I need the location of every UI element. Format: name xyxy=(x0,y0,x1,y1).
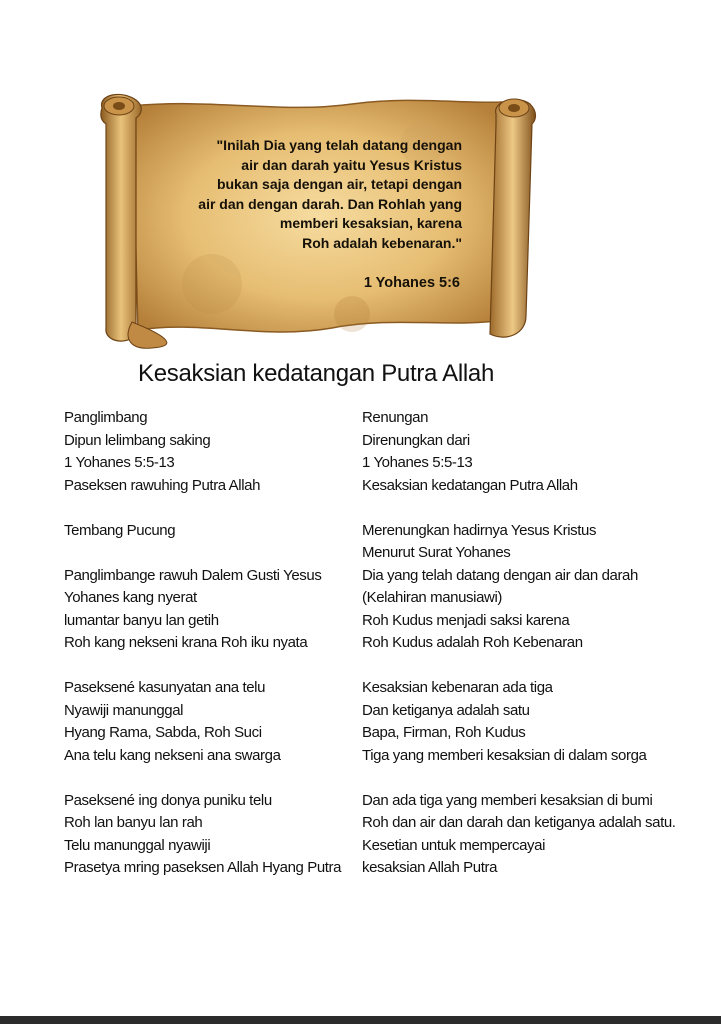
javanese-line: lumantar banyu lan getih xyxy=(64,611,219,629)
javanese-line xyxy=(64,542,341,565)
javanese-line: Prasetya mring paseksen Allah Hyang Putra xyxy=(64,859,342,876)
indonesian-line: Roh Kudus menjadi saksi karena xyxy=(362,611,570,629)
javanese-line: Dipun lelimbang saking xyxy=(64,431,211,449)
indonesian-line: Tiga yang memberi kesaksian di dalam sorga xyxy=(362,746,647,764)
indonesian-line: Dan ada tiga yang memberi kesaksian di bumi xyxy=(362,791,653,809)
javanese-column xyxy=(64,407,341,880)
javanese-line: Hyang Rama, Sabda, Roh Suci xyxy=(64,724,262,741)
indonesian-line: 1 Yohanes 5:5-13 xyxy=(362,454,473,471)
javanese-line: Nyawiji manunggal xyxy=(64,701,184,719)
indonesian-line xyxy=(362,767,676,790)
indonesian-line: (Kelahiran manusiawi) xyxy=(362,589,502,606)
javanese-line: Roh lan banyu lan rah xyxy=(64,814,203,831)
bible-verse-quote: "Inilah Dia yang telah datang dengan air dan darah yaitu Yesus Kristus bukan saja dengan air, tetapi dengan air dan dengan darah. Dan Rohlah yang memberi kesaksian, karena Roh adalah kebenaran." xyxy=(198,137,462,251)
javanese-line: Tembang Pucung xyxy=(64,521,176,539)
indonesian-line: kesaksian Allah Putra xyxy=(362,859,498,876)
indonesian-line: Bapa, Firman, Roh Kudus xyxy=(362,724,526,741)
indonesian-line: Dia yang telah datang dengan air dan darah xyxy=(362,566,638,584)
javanese-line: Ana telu kang nekseni ana swarga xyxy=(64,746,281,764)
indonesian-line: Roh dan air dan darah dan ketiganya adalah satu. xyxy=(362,814,676,831)
indonesian-line xyxy=(362,497,676,520)
javanese-line: Panglimbang xyxy=(64,409,148,426)
indonesian-line: Direnungkan dari xyxy=(362,431,470,449)
javanese-line xyxy=(64,655,341,678)
indonesian-line: Merenungkan hadirnya Yesus Kristus xyxy=(362,521,597,539)
javanese-line: 1 Yohanes 5:5-13 xyxy=(64,454,175,471)
indonesian-line: Dan ketiganya adalah satu xyxy=(362,701,530,719)
javanese-line: Paseksené ing donya puniku telu xyxy=(64,791,272,809)
indonesian-line: Renungan xyxy=(362,409,429,426)
indonesian-line xyxy=(362,655,676,678)
bottom-border xyxy=(0,1016,721,1024)
indonesian-line: Menurut Surat Yohanes xyxy=(362,544,511,561)
parchment-scroll xyxy=(92,84,544,350)
indonesian-column xyxy=(362,407,676,880)
javanese-line: Paseksen rawuhing Putra Allah xyxy=(64,476,261,494)
javanese-line: Roh kang nekseni krana Roh iku nyata xyxy=(64,634,308,651)
page-title: Kesaksian kedatangan Putra Allah xyxy=(138,360,494,387)
indonesian-line: Roh Kudus adalah Roh Kebenaran xyxy=(362,634,583,651)
indonesian-line: Kesaksian kebenaran ada tiga xyxy=(362,679,553,696)
javanese-line xyxy=(64,767,341,790)
javanese-line: Telu manunggal nyawiji xyxy=(64,836,211,854)
verse-reference: 1 Yohanes 5:6 xyxy=(363,275,460,291)
javanese-line: Yohanes kang nyerat xyxy=(64,589,197,606)
javanese-line xyxy=(64,497,341,520)
javanese-line: Paseksené kasunyatan ana telu xyxy=(64,679,266,696)
indonesian-line: Kesetian untuk mempercayai xyxy=(362,836,546,854)
indonesian-line: Kesaksian kedatangan Putra Allah xyxy=(362,476,578,494)
javanese-line: Panglimbange rawuh Dalem Gusti Yesus xyxy=(64,566,322,584)
